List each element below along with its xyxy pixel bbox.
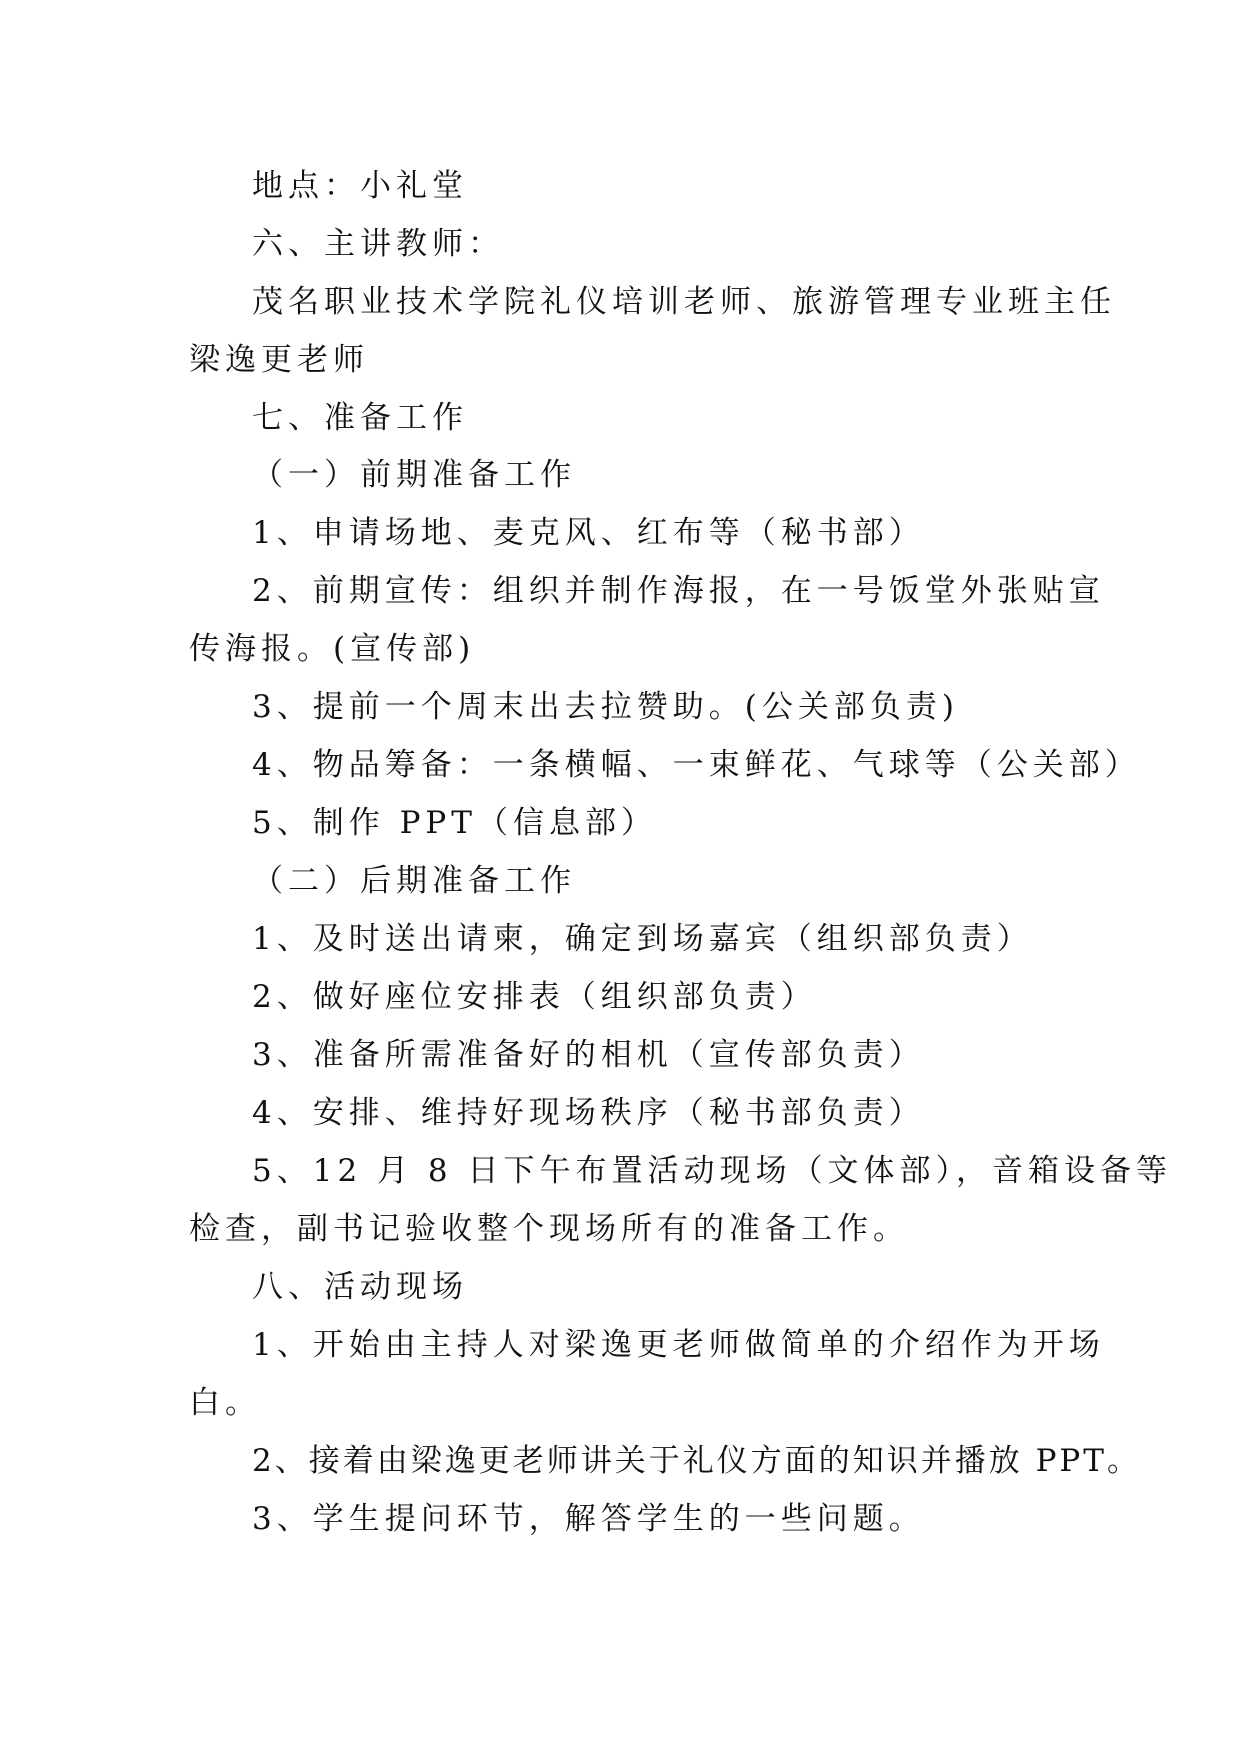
prep-item-2-line-1: 2、前期宣传：组织并制作海报，在一号饭堂外张贴宣 [252,573,1105,609]
subsection-1-heading: （一）前期准备工作 [252,457,576,493]
section-7-heading: 七、准备工作 [252,400,468,436]
section-6-heading: 六、主讲教师： [252,226,504,262]
venue-line: 地点：小礼堂 [252,168,468,204]
prep-item-1: 1、申请场地、麦克风、红布等（秘书部） [252,515,925,551]
later-item-5-line-1: 5、12 月 8 日下午布置活动现场（文体部），音箱设备等 [252,1153,1172,1189]
event-item-2: 2、接着由梁逸更老师讲关于礼仪方面的知识并播放 PPT。 [252,1443,1141,1479]
prep-item-4: 4、物品筹备：一条横幅、一束鲜花、气球等（公关部） [252,747,1141,783]
event-item-1-line-1: 1、开始由主持人对梁逸更老师做简单的介绍作为开场 [252,1327,1105,1363]
later-item-5-line-2: 检查，副书记验收整个现场所有的准备工作。 [189,1211,909,1247]
lecturer-line-2: 梁逸更老师 [189,342,369,378]
prep-item-5: 5、制作 PPT（信息部） [252,805,657,841]
event-item-3: 3、学生提问环节，解答学生的一些问题。 [252,1501,925,1537]
later-item-1: 1、及时送出请柬，确定到场嘉宾（组织部负责） [252,921,1033,957]
lecturer-line-1: 茂名职业技术学院礼仪培训老师、旅游管理专业班主任 [252,284,1116,320]
subsection-2-heading: （二）后期准备工作 [252,863,576,899]
section-8-heading: 八、活动现场 [252,1269,468,1305]
later-item-4: 4、安排、维持好现场秩序（秘书部负责） [252,1095,925,1131]
later-item-3: 3、准备所需准备好的相机（宣传部负责） [252,1037,925,1073]
later-item-2: 2、做好座位安排表（组织部负责） [252,979,817,1015]
event-item-1-line-2: 白。 [189,1385,261,1421]
prep-item-2-line-2: 传海报。(宣传部) [189,631,476,667]
prep-item-3: 3、提前一个周末出去拉赞助。(公关部负责) [252,689,959,725]
